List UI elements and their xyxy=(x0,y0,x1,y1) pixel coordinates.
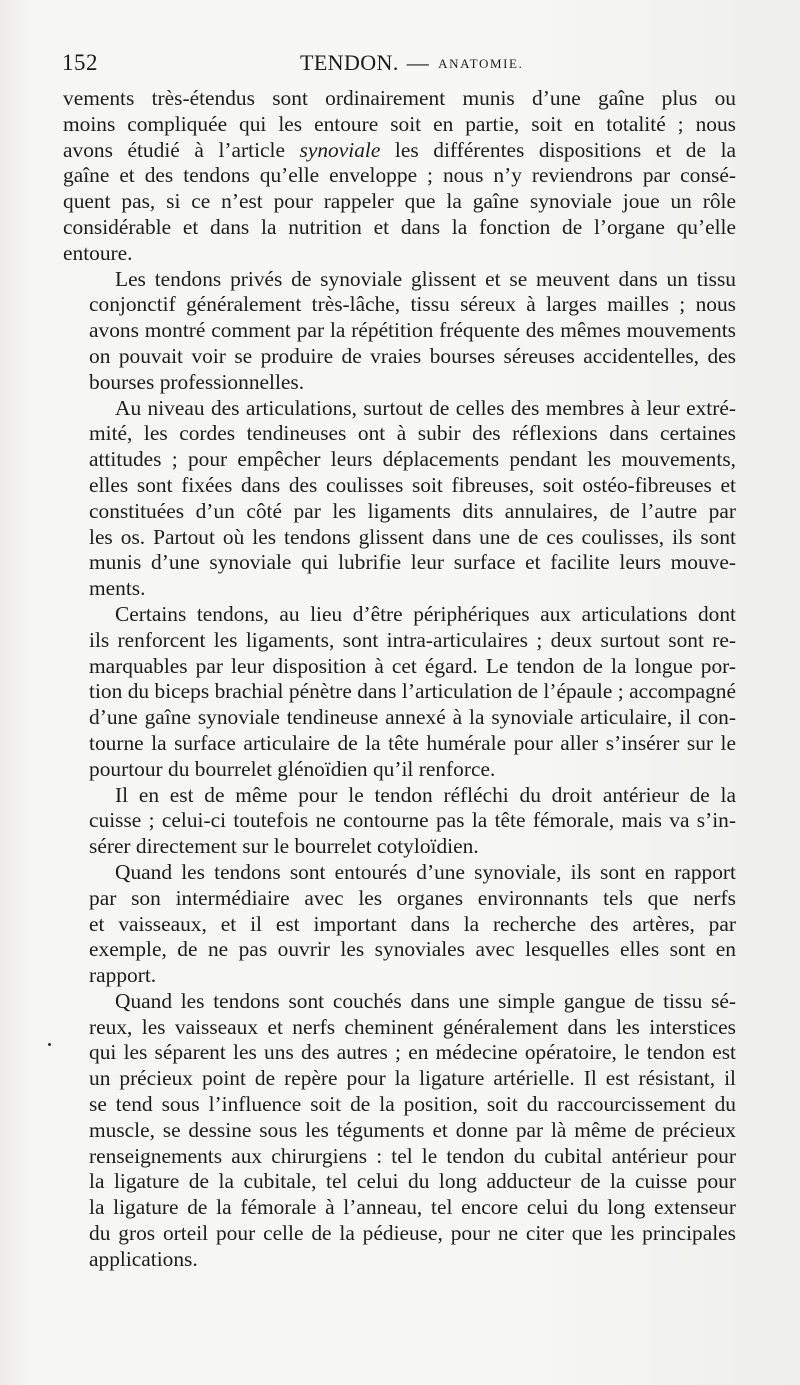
text-line: du gros orteil pour celle de la pédieuse, pour ne citer que les principales xyxy=(89,1221,736,1246)
text-line: avons montré comment par la répétition fréquente des mêmes mouvements xyxy=(89,318,736,343)
text-line: tion du biceps brachial pénètre dans l’articulation de l’épaule ; accompagné xyxy=(89,679,736,704)
text-line: ils renforcent les ligaments, sont intra-articulaires ; deux surtout sont re- xyxy=(89,627,736,652)
text-line: attitudes ; pour empêcher leurs déplacements pendant les mouvements, xyxy=(89,447,736,472)
italic-term: synoviale xyxy=(299,137,381,162)
text-line: exemple, de ne pas ouvrir les synoviales avec lesquelles elles sont en xyxy=(89,937,736,962)
text-line: moins compliquée qui les entoure soit en partie, soit en totalité ; nous xyxy=(63,111,736,136)
text-line: entoure. xyxy=(63,240,133,265)
text-line: constituées d’un côté par les ligaments dits annulaires, de l’autre par xyxy=(89,498,736,523)
text-line: la ligature de la cubitale, tel celui du long adducteur de la cuisse pour xyxy=(89,1169,736,1194)
text-line: Les tendons privés de synoviale glissent et se meuvent dans un tissu xyxy=(115,266,736,291)
paragraph xyxy=(63,783,736,860)
text-line: Au niveau des articulations, surtout de celles des membres à leur extré- xyxy=(115,395,736,420)
text-line: cuisse ; celui-ci toutefois ne contourne pas la tête fémorale, mais va s’in- xyxy=(89,808,736,833)
text-run: avons étudié à l’article xyxy=(63,137,300,162)
text-line: tourne la surface articulaire de la tête humérale pour aller s’insérer sur le xyxy=(89,730,736,755)
text-line: un précieux point de repère pour la ligature artérielle. Il est résistant, il xyxy=(89,1066,736,1091)
text-line: muscle, se dessine sous les téguments et donne par là même de précieux xyxy=(89,1117,736,1142)
text-run: les différentes dispositions et de la xyxy=(380,137,736,162)
paragraph xyxy=(63,267,736,396)
page-number: 152 xyxy=(62,50,98,75)
text-line: d’une gaîne synoviale tendineuse annexé à la synoviale articulaire, il con- xyxy=(89,705,736,730)
text-line: gaîne et des tendons qu’elle enveloppe ; nous n’y reviendrons par consé- xyxy=(63,163,736,188)
text-line: applications. xyxy=(89,1246,198,1271)
text-line: marquables par leur disposition à cet égard. Le tendon de la longue por- xyxy=(89,653,736,678)
paragraph xyxy=(63,86,736,267)
text-line: considérable et dans la nutrition et dans la fonction de l’organe qu’elle xyxy=(63,214,736,239)
text-line: Certains tendons, au lieu d’être périphériques aux articulations dont xyxy=(115,601,736,626)
text-line: Quand les tendons sont entourés d’une synoviale, ils sont en rapport xyxy=(115,859,736,884)
running-head-subtitle: ANATOMIE. xyxy=(438,56,524,71)
text-line: elles sont fixées dans des coulisses soit fibreuses, soit ostéo-fibreuses et xyxy=(89,472,736,497)
running-header xyxy=(62,50,738,80)
text-line: et vaisseaux, et il est important dans la recherche des artères, par xyxy=(89,911,736,936)
text-line: reux, les vaisseaux et nerfs cheminent généralement dans les interstices xyxy=(89,1014,736,1039)
text-line: conjonctif généralement très-lâche, tissu séreux à larges mailles ; nous xyxy=(89,292,736,317)
text-line: la ligature de la fémorale à l’anneau, tel encore celui du long extenseur xyxy=(89,1195,736,1220)
text-line: quent pas, si ce n’est pour rappeler que la gaîne synoviale joue un rôle xyxy=(63,189,736,214)
text-line: Il en est de même pour le tendon réfléchi du droit antérieur de la xyxy=(115,782,736,807)
text-line: pourtour du bourrelet glénoïdien qu’il renforce. xyxy=(89,756,496,781)
text-line: bourses professionnelles. xyxy=(89,369,305,394)
text-line: on pouvait voir se produire de vraies bourses séreuses accidentelles, des xyxy=(89,343,736,368)
text-line: munis d’une synoviale qui lubrifie leur surface et facilite leurs mouve- xyxy=(89,550,736,575)
text-line: les os. Partout où les tendons glissent dans une de ces coulisses, ils sont xyxy=(89,524,736,549)
text-line: vements très-étendus sont ordinairement munis d’une gaîne plus ou xyxy=(63,86,736,110)
text-line: sérer directement sur le bourrelet cotyloïdien. xyxy=(89,834,479,859)
text-line: qui les séparent les uns des autres ; en médecine opératoire, le tendon est xyxy=(89,1040,736,1065)
text-line: se tend sous l’influence soit de la position, soit du raccourcissement du xyxy=(89,1092,736,1117)
text-line: par son intermédiaire avec les organes environnants tels que nerfs xyxy=(89,885,736,910)
margin-dot xyxy=(48,1043,51,1046)
text-line: mité, les cordes tendineuses ont à subir des réflexions dans certaines xyxy=(89,421,736,446)
text-line: Quand les tendons sont couchés dans une simple gangue de tissu sé- xyxy=(115,988,736,1013)
body-text xyxy=(63,86,736,1273)
running-head-dash: — xyxy=(406,50,430,75)
paragraph xyxy=(63,860,736,989)
text-line xyxy=(63,138,736,164)
running-head xyxy=(300,50,523,76)
text-line: rapport. xyxy=(89,963,157,988)
text-line: renseignements aux chirurgiens : tel le tendon du cubital antérieur pour xyxy=(89,1143,736,1168)
paragraph xyxy=(63,602,736,783)
paragraph xyxy=(63,989,736,1273)
text-line: ments. xyxy=(89,576,146,601)
running-head-title: TENDON. xyxy=(300,50,399,75)
paragraph xyxy=(63,396,736,602)
